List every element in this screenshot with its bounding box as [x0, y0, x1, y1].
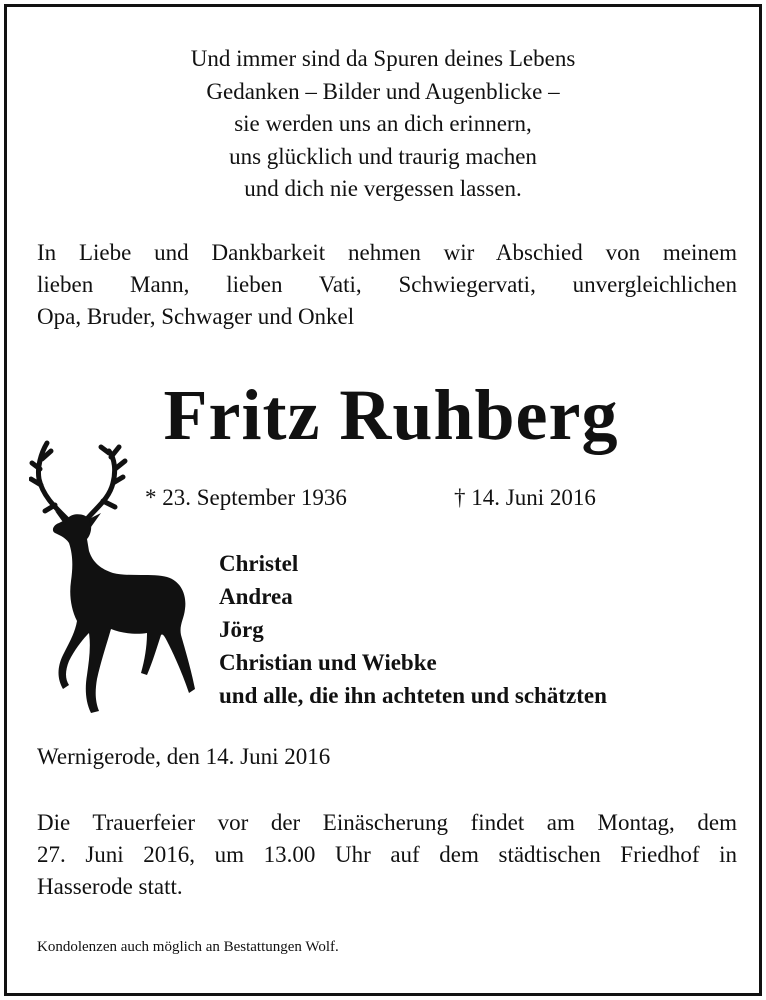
poem-line: uns glücklich und traurig machen	[229, 143, 537, 169]
intro-line: lieben Mann, lieben Vati, Schwiegervati, unvergleichlichen	[37, 272, 737, 297]
birth-date: * 23. September 1936	[145, 485, 347, 510]
deer-silhouette-icon	[29, 439, 199, 714]
poem-line: und dich nie vergessen lassen.	[244, 176, 522, 201]
service-line: 27. Juni 2016, um 13.00 Uhr auf dem städtischen Friedhof in	[37, 842, 737, 867]
obituary-notice	[4, 4, 762, 996]
mourner-name: und alle, die ihn achteten und schätzten	[219, 683, 607, 708]
mourner-name: Christel	[219, 551, 299, 576]
poem-line: Und immer sind da Spuren deines Lebens	[190, 46, 576, 71]
deceased-name: Fritz Ruhberg	[163, 375, 619, 455]
poem-line: Gedanken – Bilder und Augenblicke –	[206, 78, 560, 104]
mourner-name: Jörg	[219, 617, 264, 642]
mourner-name: Andrea	[219, 584, 293, 609]
condolence-note: Kondolenzen auch möglich an Bestattungen Wolf.	[37, 939, 339, 955]
service-line: Hasserode statt.	[37, 874, 183, 899]
service-line: Die Trauerfeier vor der Einäscherung findet am Montag, dem	[37, 810, 737, 835]
intro-line: In Liebe und Dankbarkeit nehmen wir Abschied von meinem	[37, 240, 737, 265]
death-date: † 14. Juni 2016	[454, 485, 596, 510]
funeral-service-info	[37, 807, 737, 903]
farewell-intro	[37, 237, 737, 333]
mourner-name: Christian und Wiebke	[219, 650, 437, 675]
poem-line: sie werden uns an dich erinnern,	[234, 111, 532, 136]
mourners-list	[219, 547, 607, 712]
memorial-poem	[7, 43, 759, 206]
intro-line: Opa, Bruder, Schwager und Onkel	[37, 304, 355, 329]
place-and-date: Wernigerode, den 14. Juni 2016	[37, 744, 331, 769]
